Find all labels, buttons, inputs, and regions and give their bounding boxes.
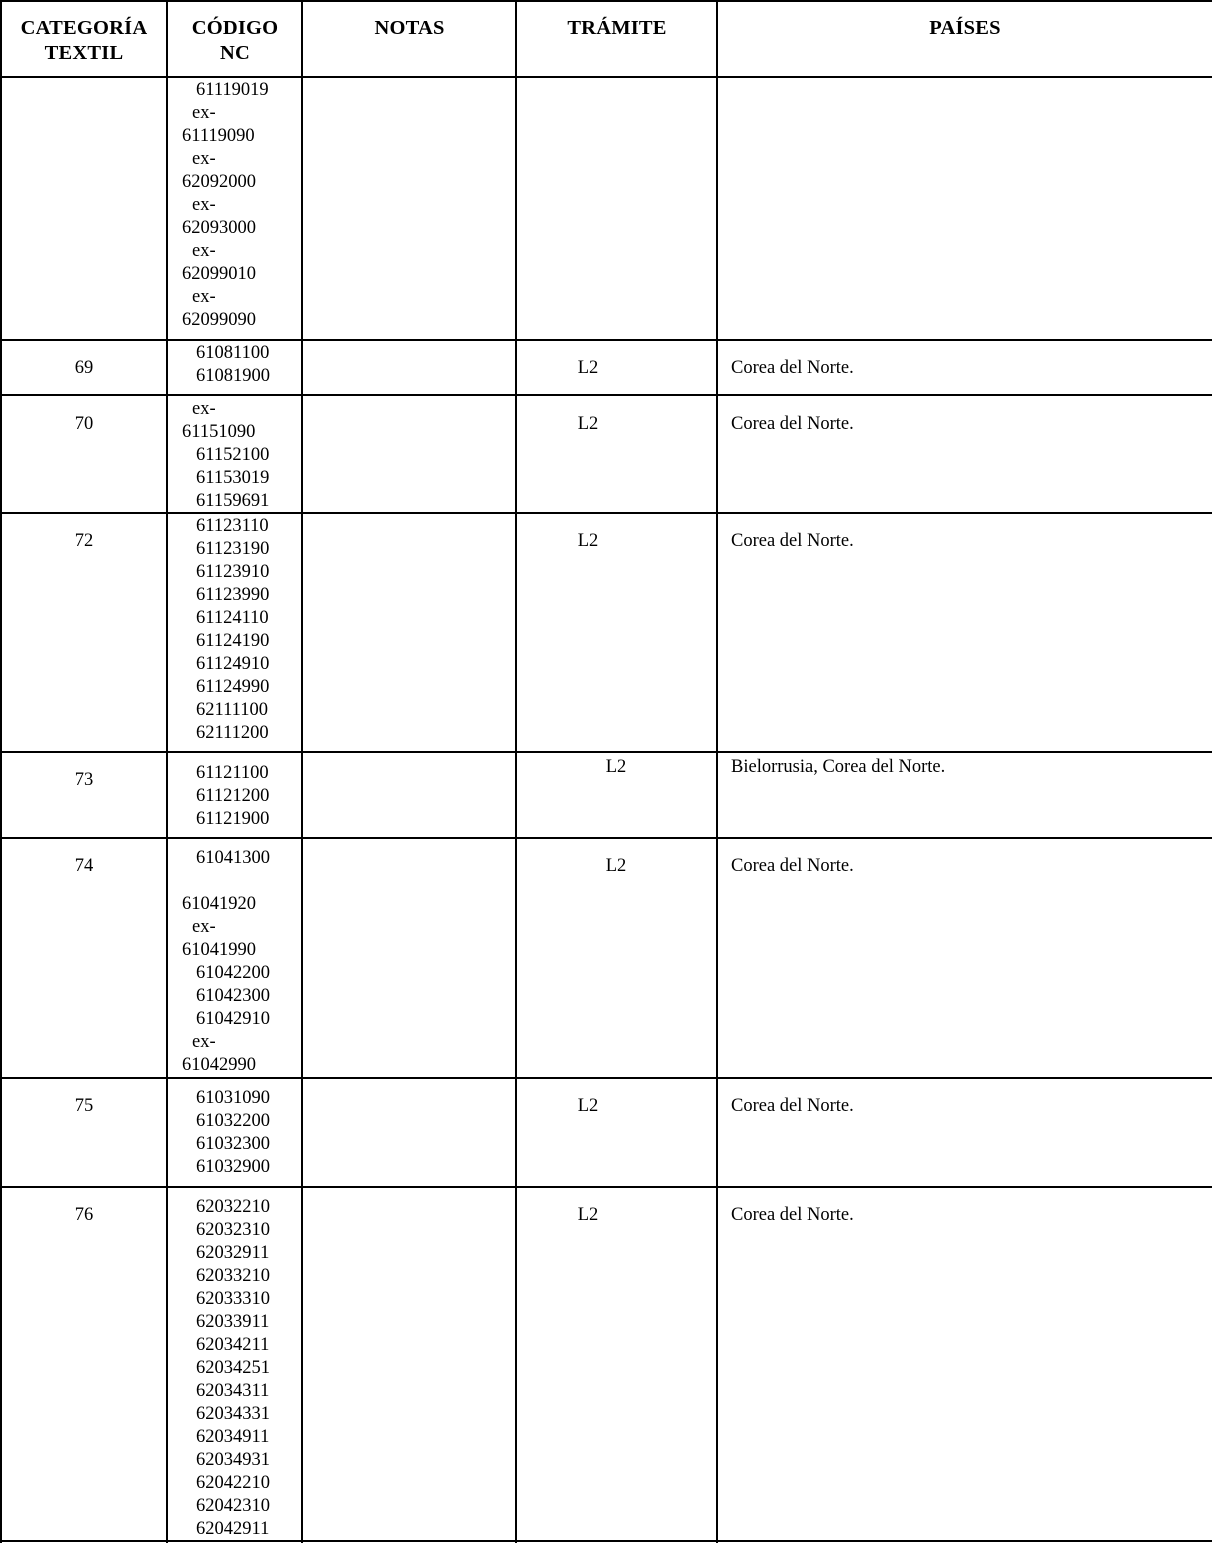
nc-code: 62034251 <box>196 1358 270 1378</box>
nc-code: 61123990 <box>196 585 270 605</box>
categoria-cell: 70 <box>74 414 94 434</box>
header-paises: PAÍSES <box>929 17 1001 39</box>
categoria-cell: 74 <box>74 856 94 876</box>
table-row-codes <box>168 1087 302 1179</box>
nc-code: 61032200 <box>196 1111 270 1131</box>
nc-code: 61032900 <box>196 1157 270 1177</box>
paises-cell: Corea del Norte. <box>731 358 854 378</box>
nc-code: 62092000 <box>182 172 256 192</box>
table-row-codes <box>168 515 302 745</box>
nc-code: 62034311 <box>196 1381 270 1401</box>
nc-code: 62093000 <box>182 218 256 238</box>
paises-cell: Corea del Norte. <box>731 856 854 876</box>
nc-code: 62033911 <box>196 1312 270 1332</box>
nc-code: 61081100 <box>196 343 270 363</box>
nc-code: 61032300 <box>196 1134 270 1154</box>
nc-code: 61152100 <box>196 445 270 465</box>
nc-code: 61124110 <box>196 608 269 628</box>
nc-code: 62032911 <box>196 1243 270 1263</box>
tramite-cell: L2 <box>577 1096 599 1116</box>
column-border <box>716 0 718 1543</box>
nc-code: 62111200 <box>196 723 269 743</box>
tramite-cell: L2 <box>577 531 599 551</box>
tramite-cell: L2 <box>605 856 627 876</box>
nc-code: 61123910 <box>196 562 270 582</box>
header-notas: NOTAS <box>374 17 445 39</box>
nc-code: ex- <box>192 195 216 215</box>
header-bottom-border <box>0 76 1212 78</box>
categoria-cell: 72 <box>74 531 94 551</box>
nc-code: 61119019 <box>196 80 269 100</box>
categoria-cell: 75 <box>74 1096 94 1116</box>
categoria-cell: 69 <box>74 358 94 378</box>
nc-code: 61042300 <box>196 986 270 1006</box>
paises-cell: Corea del Norte. <box>731 414 854 434</box>
tramite-cell: L2 <box>577 414 599 434</box>
table-row-codes <box>168 762 302 831</box>
nc-code: 61153019 <box>196 468 270 488</box>
nc-code: 61042990 <box>182 1055 256 1075</box>
table-row-codes <box>168 847 302 1077</box>
nc-code: 62042210 <box>196 1473 270 1493</box>
nc-code: 61124190 <box>196 631 270 651</box>
categoria-cell: 76 <box>74 1205 94 1225</box>
row-border <box>0 1077 1212 1079</box>
header-categoria-textil: CATEGORÍA TEXTIL <box>20 17 148 64</box>
nc-code: 61151090 <box>182 422 256 442</box>
nc-code: ex- <box>192 103 216 123</box>
nc-code: 61124990 <box>196 677 270 697</box>
table-top-border <box>0 0 1212 2</box>
nc-code: 62042310 <box>196 1496 270 1516</box>
tramite-cell: L2 <box>577 358 599 378</box>
nc-code: 62042911 <box>196 1519 270 1539</box>
nc-code: ex- <box>192 917 216 937</box>
row-border <box>0 751 1212 753</box>
nc-code: ex- <box>192 241 216 261</box>
nc-code: 61042200 <box>196 963 270 983</box>
nc-code: 62099010 <box>182 264 256 284</box>
nc-code: ex- <box>192 399 216 419</box>
nc-code: 62034211 <box>196 1335 270 1355</box>
table-row-codes <box>168 1196 302 1541</box>
nc-code: 61121900 <box>196 809 270 829</box>
nc-code: 62034931 <box>196 1450 270 1470</box>
paises-cell: Corea del Norte. <box>731 531 854 551</box>
nc-code: 62034331 <box>196 1404 270 1424</box>
table-row-codes <box>168 79 302 332</box>
header-codigo-nc: CÓDIGO NC <box>191 17 279 64</box>
paises-cell: Corea del Norte. <box>731 1096 854 1116</box>
row-border <box>0 1186 1212 1188</box>
nc-code: 61081900 <box>196 366 270 386</box>
paises-cell: Bielorrusia, Corea del Norte. <box>731 757 946 777</box>
table-row-codes <box>168 342 302 388</box>
nc-code-spacer <box>168 870 302 893</box>
tramite-cell: L2 <box>577 1205 599 1225</box>
tramite-cell: L2 <box>605 757 627 777</box>
nc-code: ex- <box>192 149 216 169</box>
table-row-codes <box>168 398 302 513</box>
nc-code: 62033310 <box>196 1289 270 1309</box>
nc-code: 62032210 <box>196 1197 270 1217</box>
nc-code: 61042910 <box>196 1009 270 1029</box>
categoria-cell: 73 <box>74 770 94 790</box>
nc-code: 62033210 <box>196 1266 270 1286</box>
nc-code: 61031090 <box>196 1088 270 1108</box>
nc-code: 61041300 <box>196 848 270 868</box>
nc-code: 61123110 <box>196 516 269 536</box>
nc-code: 61159691 <box>196 491 270 511</box>
nc-code: 61124910 <box>196 654 270 674</box>
row-border <box>0 394 1212 396</box>
nc-code: 62111100 <box>196 700 268 720</box>
nc-code: 61119090 <box>182 126 255 146</box>
nc-code: ex- <box>192 287 216 307</box>
nc-code: 61121200 <box>196 786 270 806</box>
header-tramite: TRÁMITE <box>567 17 667 39</box>
nc-code: 61041920 <box>182 894 256 914</box>
paises-cell: Corea del Norte. <box>731 1205 854 1225</box>
nc-code: 61121100 <box>196 763 269 783</box>
nc-code: ex- <box>192 1032 216 1052</box>
nc-code: 62034911 <box>196 1427 270 1447</box>
nc-code: 61041990 <box>182 940 256 960</box>
row-border <box>0 339 1212 341</box>
nc-code: 61123190 <box>196 539 270 559</box>
nc-code: 62032310 <box>196 1220 270 1240</box>
nc-code: 62099090 <box>182 310 256 330</box>
row-border <box>0 837 1212 839</box>
